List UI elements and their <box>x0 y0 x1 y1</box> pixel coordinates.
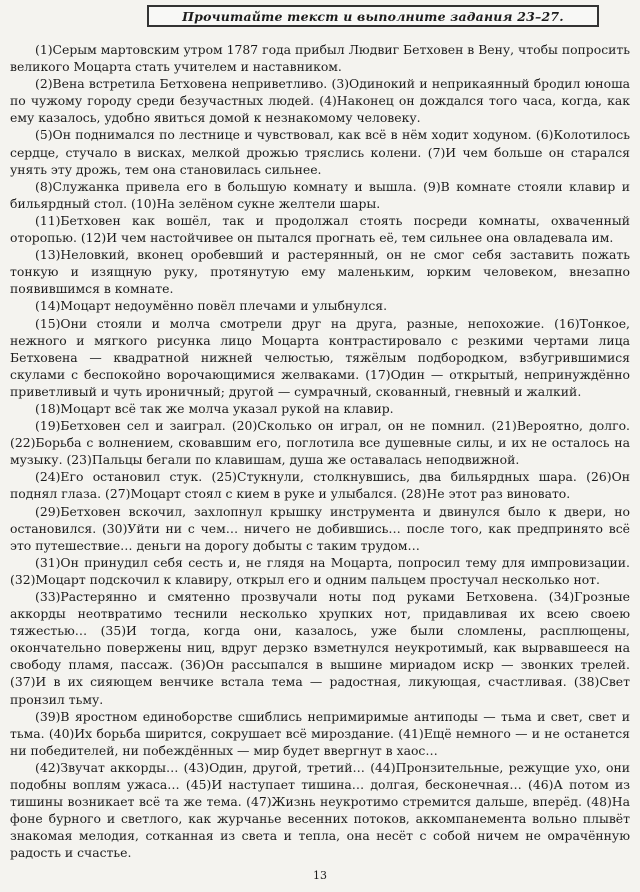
paragraph: (18)Моцарт всё так же молча указал рукой на клавир. <box>35 400 394 416</box>
task-instruction-title: Прочитайте текст и выполните задания 23–27. <box>182 8 564 24</box>
paragraph: (8)Служанка привела его в большую комнату и вышла. (9)В комнате стояли клавир и бильярдный стол. (10)На зелёном сукне желтели шары. <box>10 178 630 211</box>
paragraph: (24)Его остановил стук. (25)Стукнули, столкнувшись, два бильярдных шара. (26)Он поднял глаза. (27)Моцарт стоял с кием в руке и улыбался. (28)Не этот раз виновато. <box>10 469 630 502</box>
paragraph: (13)Неловкий, вконец оробевший и растерянный, он не смог себя заставить пожать тонкую и изящную руку, протянутую ему маленьким, юрким человеком, внезапно появившимся в комнате. <box>10 247 630 297</box>
paragraph: (29)Бетховен вскочил, захлопнул крышку инструмента и двинулся было к двери, но остановился. (30)Уйти ни с чем… ничего не добившись… после того, как предпринято всё это путешествие… деньги на дорогу добыты с таким трудом… <box>10 503 630 553</box>
paragraph: (14)Моцарт недоумённо повёл плечами и улыбнулся. <box>35 298 388 314</box>
paragraph: (31)Он принудил себя сесть и, не глядя на Моцарта, попросил тему для импровизации. (32)Моцарт подскочил к клавиру, открыл его и одним пальцем простучал несколько нот. <box>10 554 630 587</box>
task-instruction-box <box>147 5 599 27</box>
paragraph: (19)Бетховен сел и заиграл. (20)Сколько он играл, он не помнил. (21)Вероятно, долго. (22)Борьба с волнением, сковавшим его, поглотила все душевные силы, и их не осталось на музыку. (23)Пальцы бегали по клавишам, душа же оставалась неподвижной. <box>10 418 630 468</box>
paragraph: (42)Звучат аккорды… (43)Один, другой, третий… (44)Пронзительные, режущие ухо, они подобны воплям ужаса… (45)И наступает тишина… долгая, бесконечная… (46)А потом из тишины возникает всё та же тема. (47)Жизнь неукротимо стремится дальше, вперёд. (48)На фоне бурного и светлого, как журчанье весенних потоков, аккомпанемента вольно плывёт знакомая мелодия, сотканная из света и тепла, она несёт с собой ничем не омрачённую радость и счастье. <box>10 759 630 861</box>
paragraph: (11)Бетховен как вошёл, так и продолжал стоять посреди комнаты, охваченный оторопью. (12)И чем настойчивее он пытался прогнать её, тем сильнее она овладевала им. <box>10 212 630 246</box>
paragraph: (2)Вена встретила Бетховена неприветливо. (3)Одинокий и неприкаянный бродил юноша по чужому городу среди безучастных людей. (4)Наконец он дождался того часа, когда, как ему казалось, удобно явиться домой к незнакомому человеку. <box>10 76 630 126</box>
page-number: 13 <box>313 869 327 882</box>
paragraph: (5)Он поднимался по лестнице и чувствовал, как всё в нём ходит ходуном. (6)Колотилось сердце, стучало в висках, мелкой дрожью тряслись колени. (7)И чем больше он старался унять эту дрожь, тем она становилась сильнее. <box>10 127 630 177</box>
paragraph: (15)Они стояли и молча смотрели друг на друга, разные, непохожие. (16)Тонкое, нежного и мягкого рисунка лицо Моцарта контрастировало с резкими чертами лица Бетховена — квадратной нижней челюстью, тяжёлым подбородком, взбугрившимися скулами с беспокойно ворочающимися желваками. (17)Один — открытый, непринуждённо приветливый и чуть ироничный; другой — сумрачный, скованный, гневный и жалкий. <box>10 315 630 399</box>
paragraph: (1)Серым мартовским утром 1787 года прибыл Людвиг Бетховен в Вену, чтобы попросить великого Моцарта стать учителем и наставником. <box>10 42 630 75</box>
paragraph: (33)Растерянно и смятенно прозвучали ноты под руками Бетховена. (34)Грозные аккорды неотвратимо теснили несколько хрупких нот, придавливая их всею своею тяжестью… (35)И тогда, когда они, казалось, уже были сломлены, расплющены, окончательно повержены ниц, вдруг дерзко взметнулся неукротимый, как вырвавшееся на свободу пламя, пассаж. (36)Он рассыпался в вышине мириадом искр — звонких трелей. (37)И в их сияющем венчике встала тема — радостная, ликующая, счастливая. (38)Свет пронзил тьму. <box>10 589 630 707</box>
text-body <box>10 41 630 862</box>
paragraph: (39)В яростном единоборстве сшиблись непримиримые антиподы — тьма и свет, свет и тьма. (40)Их борьба ширится, сокрушает всё мироздание. (41)Ещё немного — и не останется ни победителей, ни побеждённых — мир будет ввергнут в хаос… <box>10 708 630 758</box>
